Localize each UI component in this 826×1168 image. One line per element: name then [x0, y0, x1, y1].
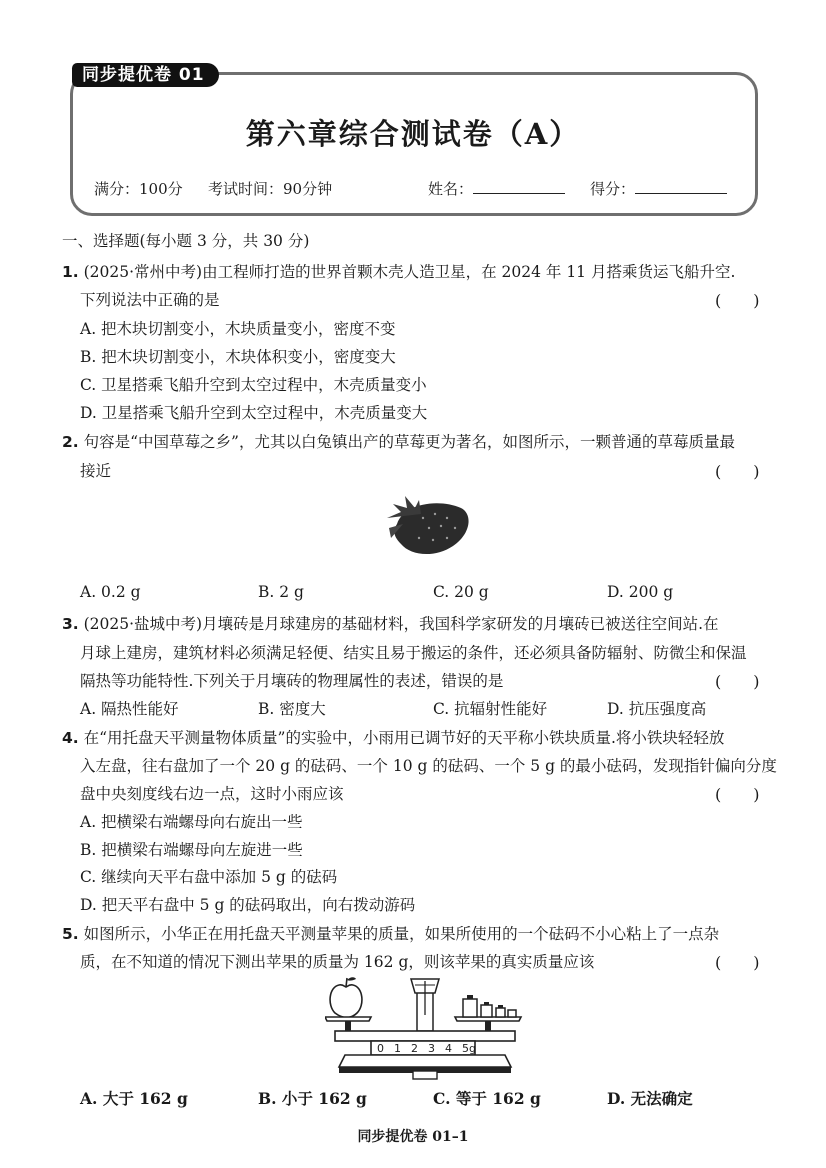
question-4-line-1 — [62, 726, 724, 748]
scale-tick-label: 5g — [462, 1042, 476, 1055]
question-1-option-d[interactable]: D. 卫星搭乘飞船升空到太空过程中，木壳质量变大 — [80, 404, 428, 422]
question-1-option-a[interactable]: A. 把木块切割变小，木块质量变小，密度不变 — [80, 320, 396, 338]
question-5-text-2: 质，在不知道的情况下测出苹果的质量为 162 g，则该苹果的真实质量应该 — [80, 953, 595, 971]
question-5-number: 5. — [62, 925, 79, 943]
series-tag: 同步提优卷 01 — [72, 63, 219, 87]
question-5-answer-paren[interactable]: ( ) — [715, 953, 760, 972]
question-2-option-d[interactable]: D. 200 g — [607, 583, 674, 601]
question-2-line-1 — [62, 430, 735, 452]
question-2-answer-paren[interactable]: ( ) — [715, 462, 760, 481]
question-1-option-b[interactable]: B. 把木块切割变小，木块体积变小，密度变大 — [80, 348, 396, 366]
result-field[interactable] — [590, 178, 727, 199]
question-4-option-b[interactable]: B. 把横梁右端螺母向左旋进一些 — [80, 841, 303, 859]
question-5-option-d[interactable]: D. 无法确定 — [607, 1089, 693, 1108]
question-1-answer-paren[interactable]: ( ) — [715, 291, 760, 310]
result-label: 得分： — [590, 180, 636, 198]
question-4-text-1: 在“用托盘天平测量物体质量”的实验中，小雨用已调节好的天平称小铁块质量.将小铁块轻轻放 — [83, 729, 725, 747]
question-2-option-c[interactable]: C. 20 g — [433, 583, 489, 601]
question-5-option-b[interactable]: B. 小于 162 g — [258, 1089, 367, 1108]
question-5-option-a[interactable]: A. 大于 162 g — [80, 1089, 188, 1108]
question-4-text-3: 盘中央刻度线右边一点，这时小雨应该 — [80, 785, 344, 803]
weights-icon — [463, 995, 516, 1017]
name-blank[interactable] — [473, 181, 565, 194]
question-4-answer-paren[interactable]: ( ) — [715, 785, 760, 804]
apple-icon — [330, 977, 362, 1017]
question-1-line-1 — [62, 260, 735, 282]
name-field[interactable] — [428, 178, 565, 199]
result-blank[interactable] — [635, 181, 727, 194]
balance-figure — [325, 975, 525, 1080]
question-2-number: 2. — [62, 433, 79, 451]
page-title: 第六章综合测试卷（A） — [245, 117, 581, 151]
question-3-option-a[interactable]: A. 隔热性能好 — [80, 700, 179, 718]
question-4-option-d[interactable]: D. 把天平右盘中 5 g 的砝码取出，向右拨动游码 — [80, 896, 416, 914]
name-label: 姓名： — [428, 180, 474, 198]
question-4-text-2: 入左盘，往右盘加了一个 20 g 的砝码、一个 10 g 的砝码、一个 5 g 的最小砝码，发现指针偏向分度 — [80, 757, 777, 775]
question-2-option-b[interactable]: B. 2 g — [258, 583, 304, 601]
question-2-text-2: 接近 — [80, 462, 112, 480]
score-label: 满分：100分 — [94, 180, 183, 198]
question-3-option-b[interactable]: B. 密度大 — [258, 700, 326, 718]
question-1-option-c[interactable]: C. 卫星搭乘飞船升空到太空过程中，木壳质量变小 — [80, 376, 427, 394]
question-4-option-a[interactable]: A. 把横梁右端螺母向右旋出一些 — [80, 813, 303, 831]
question-4-option-c[interactable]: C. 继续向天平右盘中添加 5 g 的砝码 — [80, 868, 338, 886]
question-3-line-1 — [62, 612, 719, 634]
page-footer: 同步提优卷 01–1 — [357, 1129, 469, 1145]
question-1-number: 1. — [62, 263, 79, 281]
question-3-text-3: 隔热等功能特性.下列关于月壤砖的物理属性的表述，错误的是 — [80, 672, 504, 690]
question-4-number: 4. — [62, 729, 79, 747]
question-5-line-1 — [62, 922, 719, 944]
question-2-option-a[interactable]: A. 0.2 g — [80, 583, 141, 601]
scale-tick-label: 0 — [377, 1042, 384, 1055]
question-3-option-c[interactable]: C. 抗辐射性能好 — [433, 700, 548, 718]
question-3-option-d[interactable]: D. 抗压强度高 — [607, 700, 707, 718]
time-label: 考试时间：90分钟 — [208, 180, 333, 198]
question-3-answer-paren[interactable]: ( ) — [715, 672, 760, 691]
section-heading: 一、选择题(每小题 3 分，共 30 分) — [62, 232, 310, 250]
scale-tick-label: 2 — [411, 1042, 418, 1055]
question-1-text-1: (2025·常州中考)由工程师打造的世界首颗木壳人造卫星，在 2024 年 11 月搭乘货运飞船升空. — [83, 263, 736, 281]
question-2-text-1: 句容是“中国草莓之乡”，尤其以白兔镇出产的草莓更为著名，如图所示，一颗普通的草莓质量最 — [83, 433, 735, 451]
scale-tick-label: 4 — [445, 1042, 452, 1055]
scale-tick-label: 3 — [428, 1042, 435, 1055]
strawberry-image — [383, 494, 473, 560]
question-5-text-1: 如图所示，小华正在用托盘天平测量苹果的质量，如果所使用的一个砝码不小心粘上了一点杂 — [83, 925, 720, 943]
question-1-text-2: 下列说法中正确的是 — [80, 291, 220, 309]
question-3-text-1: (2025·盐城中考)月壤砖是月球建房的基础材料，我国科学家研发的月壤砖已被送往空间站.在 — [83, 615, 719, 633]
question-5-option-c[interactable]: C. 等于 162 g — [433, 1089, 541, 1108]
question-3-number: 3. — [62, 615, 79, 633]
question-3-text-2: 月球上建房，建筑材料必须满足轻便、结实且易于搬运的条件，还必须具备防辐射、防微尘和保温 — [80, 644, 747, 662]
scale-tick-label: 1 — [394, 1042, 401, 1055]
